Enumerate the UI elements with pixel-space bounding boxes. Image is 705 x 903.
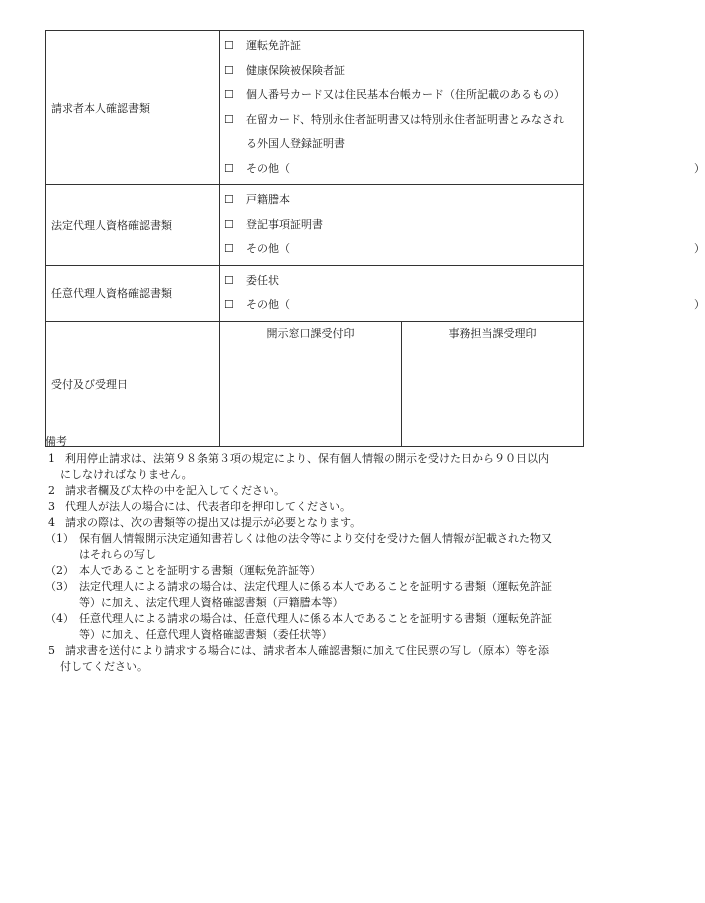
- note-text: 請求者欄及び太枠の中を記入してください。: [65, 484, 285, 497]
- checkbox-icon[interactable]: ☐: [224, 242, 234, 255]
- option-residence-card[interactable]: [220, 108, 583, 133]
- subnote-4: [45, 611, 590, 627]
- option-power-of-attorney[interactable]: [220, 269, 583, 294]
- note-number: 2: [48, 484, 55, 497]
- subnote-3: [45, 579, 590, 595]
- remarks-title: 備考: [45, 435, 67, 448]
- note-text: にしなければなりません。: [60, 468, 193, 481]
- checkbox-icon[interactable]: ☐: [224, 88, 234, 101]
- legal-agent-docs-label: 法定代理人資格確認書類: [46, 185, 220, 266]
- note-number: 1: [48, 452, 55, 465]
- option-label: 在留カード、特別永住者証明書又は特別永住者証明書とみなされ: [246, 112, 565, 126]
- subnote-4-continued: [45, 627, 590, 643]
- note-text: 請求書を送付により請求する場合には、請求者本人確認書類に加えて住民票の写し（原本）等を添: [65, 644, 549, 657]
- close-paren: ）: [694, 161, 705, 175]
- subnote-number: （4）: [45, 612, 74, 625]
- option-other[interactable]: [220, 157, 705, 182]
- option-registry-certificate[interactable]: [220, 213, 583, 238]
- option-label: その他（: [246, 298, 290, 311]
- office-acceptance-stamp-area: [402, 346, 584, 447]
- note-text: 付してください。: [60, 660, 148, 673]
- checkbox-icon[interactable]: ☐: [224, 161, 234, 175]
- option-residence-card-continued: [220, 132, 583, 157]
- note-text: 代理人が法人の場合には、代表者印を押印してください。: [65, 500, 351, 513]
- note-1: [45, 451, 590, 467]
- subnote-number: （2）: [45, 564, 74, 577]
- note-5-continued: [45, 659, 590, 675]
- checkbox-icon[interactable]: ☐: [224, 273, 234, 287]
- legal-agent-row: [46, 185, 584, 266]
- option-label: 運転免許証: [246, 39, 301, 52]
- subnote-1-continued: [45, 547, 590, 563]
- checkbox-icon[interactable]: ☐: [224, 39, 234, 52]
- subnote-1: [45, 531, 590, 547]
- subnote-text: 法定代理人による請求の場合は、法定代理人に係る本人であることを証明する書類（運転免許証: [79, 580, 552, 593]
- reception-date-label: 受付及び受理日: [46, 321, 220, 446]
- checkbox-icon[interactable]: ☐: [224, 112, 234, 126]
- note-4: [45, 515, 590, 531]
- option-drivers-license[interactable]: [220, 34, 583, 59]
- principal-row: [46, 31, 584, 185]
- close-paren: ）: [694, 298, 705, 311]
- note-1-continued: [45, 467, 590, 483]
- voluntary-agent-row: [46, 265, 584, 321]
- checkbox-icon[interactable]: ☐: [224, 298, 234, 311]
- subnote-number: （3）: [45, 580, 74, 593]
- note-text: 請求の際は、次の書類等の提出又は提示が必要となります。: [65, 516, 362, 529]
- checkbox-icon[interactable]: ☐: [224, 217, 234, 231]
- subnote-text: 任意代理人による請求の場合は、任意代理人に係る本人であることを証明する書類（運転免許証: [79, 612, 552, 625]
- close-paren: ）: [694, 242, 705, 255]
- office-acceptance-stamp-label: 事務担当課受理印: [402, 321, 584, 346]
- subnote-3-continued: [45, 595, 590, 611]
- note-number: 3: [48, 500, 55, 513]
- window-reception-stamp-label: 開示窓口課受付印: [220, 321, 402, 346]
- option-label: 個人番号カード又は住民基本台帳カード（住所記載のあるもの）: [246, 88, 565, 101]
- option-health-insurance[interactable]: [220, 59, 583, 84]
- subnote-text: はそれらの写し: [79, 548, 156, 561]
- note-5: [45, 643, 590, 659]
- option-label: 委任状: [246, 273, 279, 287]
- option-label: る外国人登録証明書: [246, 137, 345, 150]
- confirmation-documents-table: [45, 30, 705, 447]
- option-other[interactable]: [220, 237, 705, 262]
- subnote-text: 本人であることを証明する書類（運転免許証等）: [79, 564, 321, 577]
- subnote-text: 保有個人情報開示決定通知書若しくは他の法令等により交付を受けた個人情報が記載された物又: [79, 532, 552, 545]
- note-number: 5: [48, 644, 55, 657]
- option-other[interactable]: [220, 293, 705, 318]
- note-text: 利用停止請求は、法第９８条第３項の規定により、保有個人情報の開示を受けた日から９０日以内: [65, 452, 549, 465]
- option-label: 健康保険被保険者証: [246, 63, 345, 77]
- note-2: [45, 483, 590, 499]
- note-number: 4: [48, 516, 55, 529]
- voluntary-agent-docs-label: 任意代理人資格確認書類: [46, 265, 220, 321]
- subnote-text: 等）に加え、法定代理人資格確認書類（戸籍謄本等）: [79, 596, 344, 609]
- checkbox-icon[interactable]: ☐: [224, 193, 234, 206]
- option-family-register[interactable]: [220, 188, 583, 213]
- note-3: [45, 499, 590, 515]
- option-label: その他（: [246, 161, 290, 175]
- subnote-text: 等）に加え、任意代理人資格確認書類（委任状等）: [79, 628, 333, 641]
- option-label: 戸籍謄本: [246, 193, 290, 206]
- option-my-number-card[interactable]: [220, 83, 583, 108]
- remarks-section: [45, 434, 590, 675]
- subnote-number: （1）: [45, 532, 74, 545]
- option-label: 登記事項証明書: [246, 217, 323, 231]
- window-reception-stamp-area: [220, 346, 402, 447]
- option-label: その他（: [246, 242, 290, 255]
- reception-row-header: [46, 321, 584, 346]
- subnote-2: [45, 563, 590, 579]
- principal-docs-label: 請求者本人確認書類: [46, 31, 220, 185]
- checkbox-icon[interactable]: ☐: [224, 63, 234, 77]
